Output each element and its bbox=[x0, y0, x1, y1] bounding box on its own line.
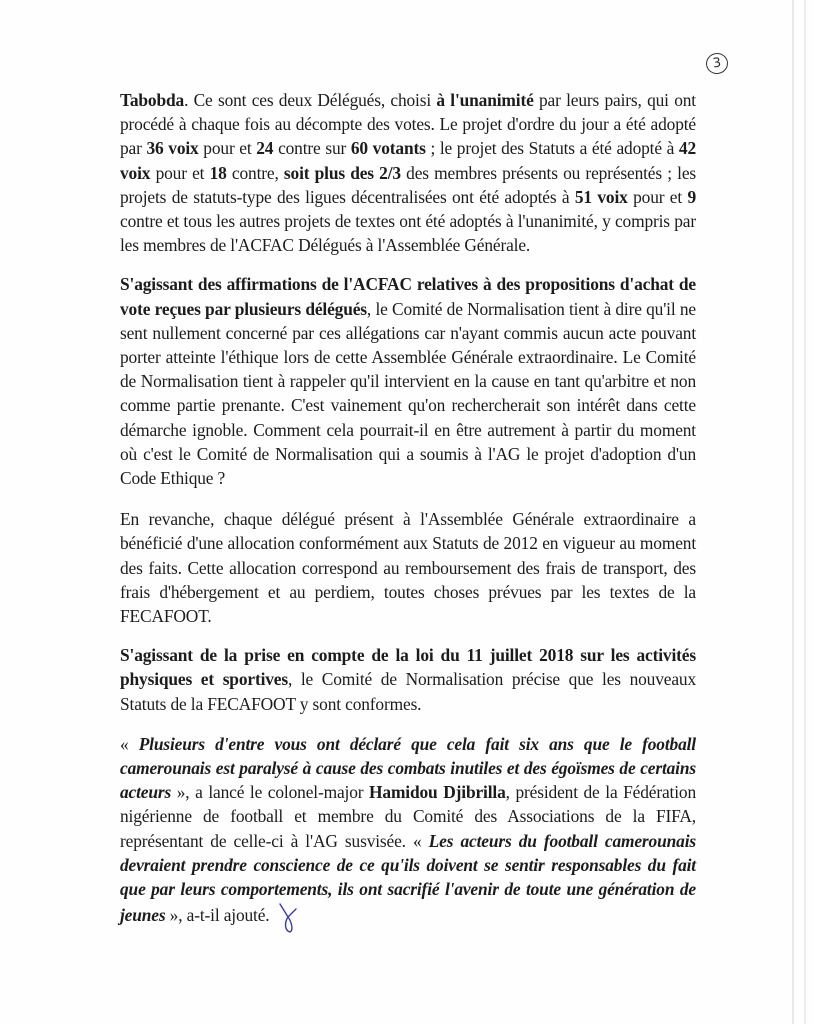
document-body bbox=[120, 88, 696, 956]
emphasized-text: 24 bbox=[256, 138, 274, 159]
emphasized-text: Les acteurs du football camerounais devraient prendre conscience de ce qu'ils doivent se sentir responsables du fait que par leurs comportements, ils ont sacrifié l'avenir de toute une génération de jeunes bbox=[120, 830, 696, 926]
emphasized-text: S'agissant de la prise en compte de la loi du 11 juillet 2018 sur les activités physiques et sportives bbox=[120, 645, 696, 690]
scan-edge-line bbox=[792, 0, 794, 1024]
text-run: pour et bbox=[198, 138, 257, 159]
text-run: ; le projet des Statuts a été adopté à bbox=[425, 138, 679, 159]
text-run: », a-t-il ajouté. bbox=[165, 905, 270, 926]
emphasized-text: 36 voix bbox=[146, 138, 199, 159]
text-run: contre sur bbox=[273, 138, 351, 159]
emphasized-text: Tabobda bbox=[120, 90, 185, 110]
emphasized-text: Plusieurs d'entre vous ont déclaré que cela fait six ans que le football camerounais est paralysé à cause des combats inutiles et des égoïsmes de certains acteurs bbox=[120, 733, 696, 803]
text-run: contre, bbox=[226, 162, 284, 183]
paragraph-delegate-allowance bbox=[120, 507, 696, 628]
text-run: contre et tous les autres projets de textes ont été adoptés à l'unanimité, y compris par les membres de l'ACFAC Délégués à l'Assemblée Générale. bbox=[120, 211, 696, 256]
text-run: , le Comité de Normalisation précise que les nouveaux Statuts de la FECAFOOT y sont conformes. bbox=[120, 669, 696, 714]
emphasized-text: Hamidou Djibrilla bbox=[369, 782, 506, 803]
paragraph-djibrilla-quote bbox=[120, 732, 696, 942]
scan-edge-line bbox=[804, 0, 806, 1024]
emphasized-text: 60 votants bbox=[350, 138, 426, 159]
text-run: des membres présents ou représentés ; les projets de statuts-type des ligues décentralisées ont été adoptés à bbox=[120, 162, 697, 207]
text-run: En revanche, chaque délégué présent à l'Assemblée Générale extraordinaire a bénéficié d'une allocation conformément aux Statuts de 2012 en vigueur au moment des faits. Cette allocation correspond au remboursement des frais de transport, des frais d'hébergement et au perdiem, toutes choses prévues par les textes de la FECAFOOT. bbox=[120, 509, 696, 627]
emphasized-text: à l'unanimité bbox=[436, 90, 534, 110]
emphasized-text: S'agissant des affirmations de l'ACFAC relatives à des propositions d'achat de vote reçues par plusieurs délégués bbox=[120, 274, 696, 319]
paragraph-vote-buying-allegations bbox=[120, 272, 696, 490]
emphasized-text: 18 bbox=[209, 162, 227, 183]
emphasized-text: 9 bbox=[687, 186, 697, 207]
text-run: « bbox=[120, 733, 139, 754]
text-run: , le Comité de Normalisation tient à dire qu'il ne sent nullement concerné par ces allégations car n'ayant commis aucun acte pouvant porter atteinte l'éthique lors de cette Assemblée Générale extraordinaire. Le Comité de Normalisation tient à rappeler qu'il intervient en la cause en tant qu'arbitre et non comme partie prenante. C'est vainement qu'on rechercherait son intérêt dans cette démarche ignoble. Comment cela pourrait-il en être autrement à partir du moment où c'est le Comité de Normalisation qui a soumis à l'AG le projet d'adoption d'un Code Ethique ? bbox=[120, 298, 696, 489]
text-run: pour et bbox=[627, 186, 688, 207]
text-run: . Ce sont ces deux Délégués, choisi bbox=[184, 90, 437, 110]
paragraph-law-compliance bbox=[120, 643, 696, 716]
handwritten-page-number: 3 bbox=[705, 52, 730, 76]
text-run: par leurs pairs, qui ont procédé à chaque fois au décompte des votes. Le projet d'ordre du jour a été adopté par bbox=[120, 90, 696, 159]
emphasized-text: 42 voix bbox=[120, 138, 696, 183]
handwritten-signature-icon bbox=[276, 901, 310, 941]
text-run: », a lancé le colonel-major bbox=[171, 782, 370, 803]
text-run: , président de la Fédération nigérienne de football et membre du Comité des Associations de la FIFA, représentant de celle-ci à l'AG susvisée. « bbox=[120, 782, 697, 851]
emphasized-text: 51 voix bbox=[574, 186, 628, 207]
paragraph-vote-results bbox=[120, 88, 696, 257]
emphasized-text: soit plus des 2/3 bbox=[283, 162, 401, 183]
text-run: pour et bbox=[150, 162, 210, 183]
